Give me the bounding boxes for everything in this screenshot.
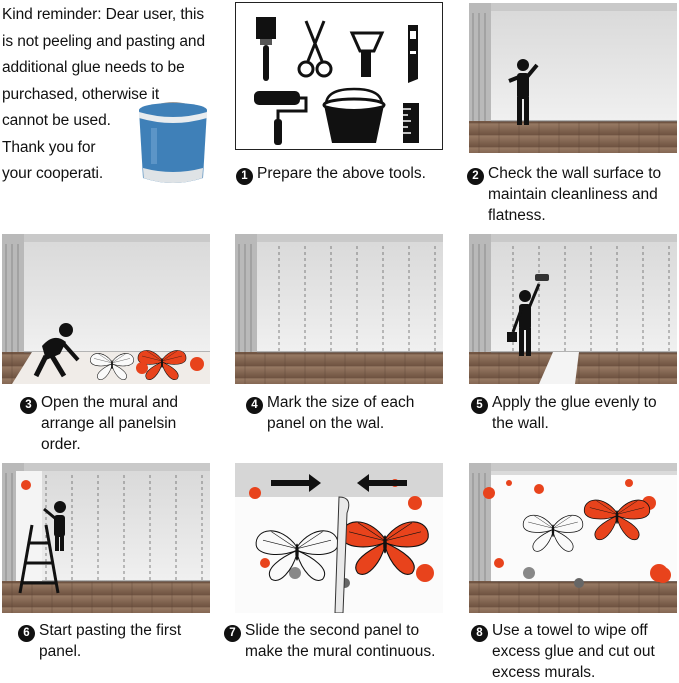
- paint-roller-icon: [254, 91, 306, 145]
- step-8-image: [469, 463, 677, 613]
- step-6-caption: [18, 621, 230, 663]
- caption-line: Check the wall surface to: [488, 165, 662, 182]
- reminder-line: Kind reminder: Dear user, this: [2, 6, 205, 23]
- tools-panel: [235, 2, 443, 150]
- step-4-caption: [246, 393, 458, 435]
- step-number-badge: 7: [224, 625, 241, 642]
- caption-line: order.: [41, 435, 81, 453]
- step-7-caption: [224, 621, 464, 663]
- step-number-badge: 6: [18, 625, 35, 642]
- step-5-image: [469, 234, 677, 384]
- ruler-icon: [403, 103, 419, 143]
- reminder-line: cannot be used.: [2, 112, 111, 129]
- step-8-caption: [471, 621, 677, 683]
- utility-knife-icon: [408, 25, 418, 83]
- caption-line: arrange all panelsin: [41, 415, 177, 432]
- caption-line: Slide the second panel to: [245, 622, 420, 639]
- step-6-image: [2, 463, 210, 613]
- step-number-badge: 3: [20, 397, 37, 414]
- caption-line: panel on the wal.: [267, 415, 385, 432]
- caption-line: maintain cleanliness and: [488, 186, 658, 203]
- step-3-caption: [20, 393, 232, 455]
- glue-bucket-icon: [133, 98, 213, 188]
- step-number-badge: 8: [471, 625, 488, 642]
- caption-line: Mark the size of each: [267, 394, 415, 411]
- step-7-image: [235, 463, 443, 613]
- caption-line: flatness.: [488, 206, 546, 224]
- step-1-caption: [236, 164, 448, 185]
- step-number-badge: 5: [471, 397, 488, 414]
- step-number-badge: 4: [246, 397, 263, 414]
- step-5-caption: [471, 393, 679, 435]
- caption-line: Use a towel to wipe off: [492, 622, 648, 639]
- caption-line: Open the mural and: [41, 394, 179, 411]
- step-number-badge: 2: [467, 168, 484, 185]
- reminder-line: additional glue needs to be: [2, 59, 185, 76]
- caption-line: the wall.: [492, 415, 549, 432]
- reminder-line: is not peeling and pasting and: [2, 32, 205, 50]
- reminder-line: your cooperati.: [2, 165, 104, 182]
- reminder-line: purchased, otherwise it: [2, 85, 160, 103]
- caption-line: Start pasting the first: [39, 622, 182, 639]
- caption-line: make the mural continuous.: [245, 643, 436, 660]
- caption-line: excess murals.: [492, 663, 596, 681]
- step-3-image: [2, 234, 210, 384]
- caption-line: panel.: [39, 643, 82, 660]
- scraper-icon: [352, 33, 382, 77]
- scissors-icon: [299, 21, 331, 76]
- step-2-caption: [467, 164, 679, 226]
- caption-line: Prepare the above tools.: [257, 165, 426, 182]
- step-4-image: [235, 234, 443, 384]
- caption-line: excess glue and cut out: [492, 643, 655, 660]
- step-number-badge: 1: [236, 168, 253, 185]
- step-2-image: [469, 3, 677, 153]
- paint-brush-icon: [256, 17, 276, 81]
- bucket-icon: [324, 89, 384, 143]
- reminder-line: Thank you for: [2, 138, 96, 156]
- caption-line: Apply the glue evenly to: [492, 394, 657, 411]
